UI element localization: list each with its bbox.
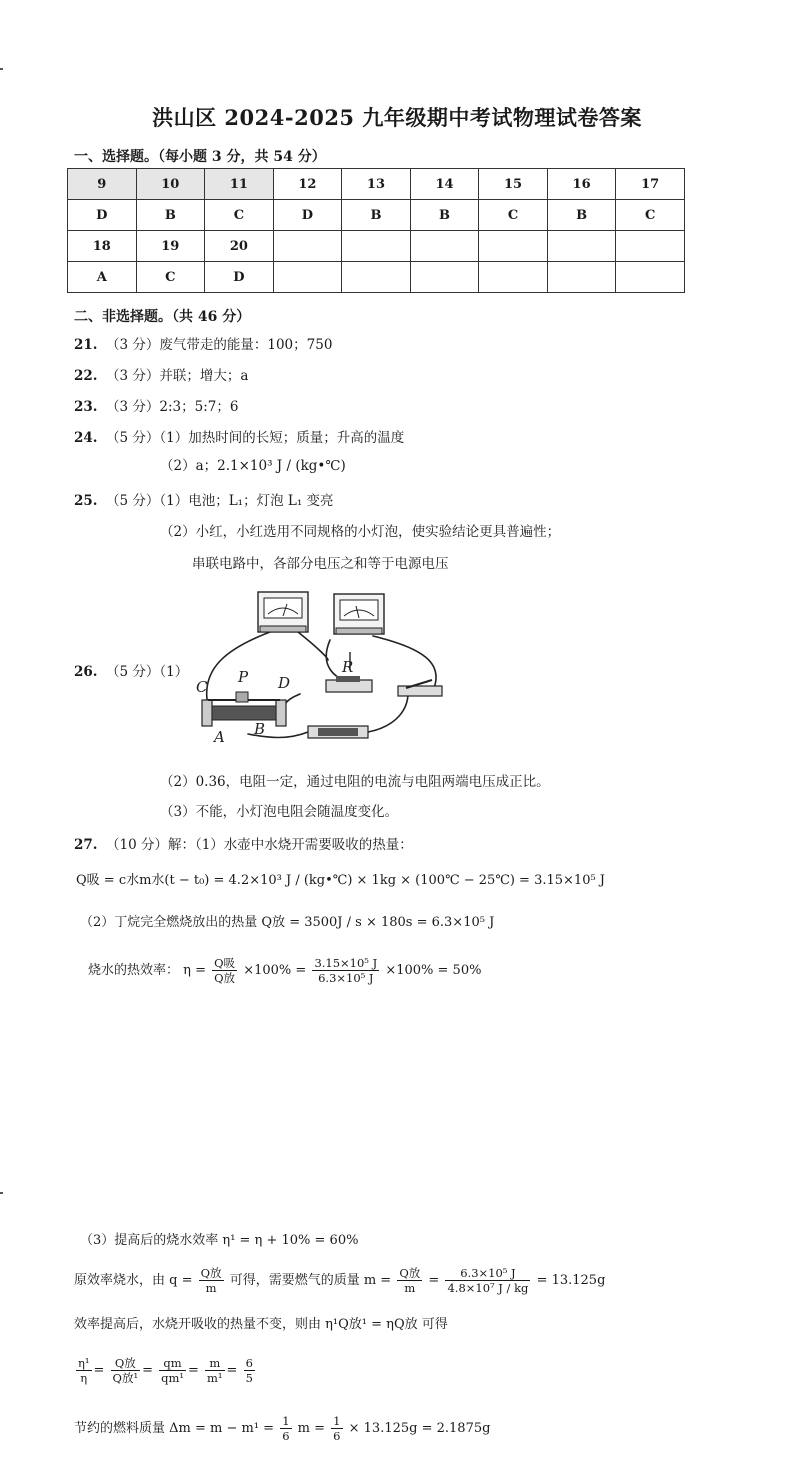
denominator: m¹ <box>207 1371 223 1385</box>
question-number-cell <box>273 231 342 262</box>
numerator: Q放 <box>200 1266 222 1280</box>
efficiency-mid: ×100% = <box>243 963 307 978</box>
answer-cell: D <box>273 200 342 231</box>
numerator: Q吸 <box>214 956 236 970</box>
question-number: 24. <box>74 430 98 446</box>
answer-cell <box>273 262 342 293</box>
denominator: 4.8×10⁷ J / kg <box>447 1281 529 1295</box>
answer-cell: C <box>205 200 274 231</box>
equation-fuel-mass <box>74 1266 605 1295</box>
answer-cell <box>479 262 548 293</box>
question-number-cell <box>479 231 548 262</box>
answer-text: （3 分）废气带走的能量：100；750 <box>106 337 333 353</box>
equation-improved-efficiency: （3）提高后的烧水效率 η¹ = η + 10% = 60% <box>80 1233 359 1248</box>
answer-text: （5 分）（1）电池；L₁；灯泡 L₁ 变亮 <box>106 493 334 509</box>
question-26-part-3: （3）不能，小灯泡电阻会随温度变化。 <box>160 804 399 820</box>
question-number: 25. <box>74 493 98 509</box>
slider-label-p: P <box>238 668 249 686</box>
numerator: Q放 <box>399 1266 421 1280</box>
answer-cell: B <box>547 200 616 231</box>
numerator: 6 <box>245 1356 253 1370</box>
answer-cell: C <box>616 200 685 231</box>
answer-cell <box>547 262 616 293</box>
battery-pack <box>308 726 368 738</box>
page-title: 洪山区 2024-2025 九年级期中考试物理试卷答案 <box>152 105 642 130</box>
question-26-part-2: （2）0.36，电阻一定，通过电阻的电流与电阻两端电压成正比。 <box>160 774 550 790</box>
denominator: m <box>404 1281 416 1295</box>
denominator: 6 <box>333 1429 341 1443</box>
numerator: η¹ <box>78 1356 90 1370</box>
answer-cell: C <box>479 200 548 231</box>
question-22 <box>74 367 248 385</box>
fraction <box>205 1356 225 1385</box>
section-multiple-choice-heading: 一、选择题。（每小题 3 分，共 54 分） <box>74 149 326 165</box>
ammeter-left <box>258 592 308 632</box>
scan-mark <box>0 68 3 70</box>
numerator: 3.15×10⁵ J <box>314 956 378 970</box>
answer-row <box>68 200 685 231</box>
sliding-rheostat <box>202 692 286 726</box>
question-number: 22. <box>74 368 98 384</box>
question-number-row <box>68 231 685 262</box>
denominator: qm¹ <box>161 1371 184 1385</box>
fraction <box>312 956 379 985</box>
fraction <box>397 1266 422 1295</box>
fraction <box>76 1356 92 1385</box>
wire <box>298 632 328 660</box>
numerator: m <box>205 1356 225 1371</box>
question-number-cell: 10 <box>136 169 205 200</box>
question-number: 26. <box>74 664 98 680</box>
fraction <box>280 1414 291 1443</box>
question-26 <box>74 663 188 681</box>
section-free-response-heading: 二、非选择题。（共 46 分） <box>74 309 251 325</box>
voltmeter-right <box>334 594 384 634</box>
question-25 <box>74 492 334 510</box>
efficiency-result: ×100% = 50% <box>385 963 482 978</box>
question-number-cell: 16 <box>547 169 616 200</box>
question-24 <box>74 429 404 447</box>
fraction <box>445 1266 530 1295</box>
denominator: η <box>80 1371 88 1385</box>
answer-text: （3 分）2:3；5:7；6 <box>106 399 239 415</box>
fraction <box>111 1356 141 1385</box>
denominator: m <box>205 1281 217 1295</box>
fuel-mass-result: = 13.125g <box>536 1273 606 1288</box>
fuel-saved-pre: 节约的燃料质量 Δm = m − m¹ = <box>74 1421 275 1436</box>
numerator: 1 <box>333 1414 341 1428</box>
question-number-cell: 18 <box>68 231 137 262</box>
efficiency-label: 烧水的热效率： <box>88 963 180 978</box>
fuel-saved-mid: m = <box>297 1421 326 1436</box>
circuit-diagram <box>188 588 448 748</box>
question-number-cell: 17 <box>616 169 685 200</box>
answer-cell <box>342 262 411 293</box>
answer-row <box>68 262 685 293</box>
equation-ratio: $\frac{\text{η¹}}{\eta}$ = $\frac{\text{Q放}}{\text{Q放¹}}$ = $\frac{qm}{\text{qm¹}}$ = $\frac{m}{\text{m¹}}$ = $\frac{6}{5}$ <box>78 1356 253 1385</box>
question-number: 21. <box>74 337 98 353</box>
equation-heat-released: （2）丁烷完全燃烧放出的热量 Q放 = 3500J / s × 180s = 6.3×10⁵ J <box>80 915 495 930</box>
wire <box>373 636 436 688</box>
terminal-label-c: C <box>196 678 208 696</box>
answer-cell: D <box>68 200 137 231</box>
resistor-label-r: R <box>342 658 354 676</box>
equation-fuel-saved <box>74 1414 490 1443</box>
answer-cell: B <box>410 200 479 231</box>
numerator: Q放 <box>111 1356 141 1371</box>
question-number: 23. <box>74 399 98 415</box>
question-23 <box>74 398 238 416</box>
answer-cell: D <box>205 262 274 293</box>
fuel-mass-mid: 可得，需要燃气的质量 m = <box>229 1273 392 1288</box>
question-number-cell <box>616 231 685 262</box>
denominator: Q放¹ <box>112 1371 139 1385</box>
equals-sign: = <box>428 1273 440 1288</box>
question-21 <box>74 336 332 354</box>
denominator: 5 <box>245 1371 253 1385</box>
question-27 <box>74 836 413 854</box>
question-number-cell <box>410 231 479 262</box>
fraction <box>199 1266 224 1295</box>
answer-text: （10 分）解：（1）水壶中水烧开需要吸收的热量： <box>106 837 413 853</box>
question-number-cell <box>342 231 411 262</box>
equation-heat-absorbed: Q吸 = c水m水(t − t₀) = 4.2×10³ J / (kg•℃) × 1kg × (100℃ − 25℃) = 3.15×10⁵ J <box>76 873 606 888</box>
question-25-conclusion: 串联电路中，各部分电压之和等于电源电压 <box>192 556 449 572</box>
fraction <box>244 1356 255 1385</box>
question-number-cell: 14 <box>410 169 479 200</box>
numerator: 6.3×10⁵ J <box>445 1266 530 1281</box>
question-number-row <box>68 169 685 200</box>
question-24-part-2: （2）a；2.1×10³ J / (kg•℃) <box>160 458 346 474</box>
denominator: Q放 <box>214 971 236 985</box>
equation-efficiency <box>88 956 481 985</box>
fuel-mass-pre: 原效率烧水，由 q = <box>74 1273 193 1288</box>
question-number-cell <box>547 231 616 262</box>
answer-cell: B <box>136 200 205 231</box>
denominator: 6.3×10⁵ J <box>318 971 374 985</box>
answer-text: （3 分）并联；增大；a <box>106 368 249 384</box>
answer-cell: C <box>136 262 205 293</box>
terminal-label-a: A <box>214 728 225 746</box>
question-number-cell: 13 <box>342 169 411 200</box>
answer-cell <box>410 262 479 293</box>
terminal-label-d: D <box>278 674 291 692</box>
question-number-cell: 12 <box>273 169 342 200</box>
efficiency-lhs: η = <box>183 963 206 978</box>
answer-text: （5 分）（1）加热时间的长短；质量；升高的温度 <box>106 430 405 446</box>
question-number-cell: 20 <box>205 231 274 262</box>
answer-table <box>67 168 685 293</box>
numerator: 1 <box>282 1414 290 1428</box>
answer-cell <box>616 262 685 293</box>
terminal-label-b: B <box>254 720 266 738</box>
answer-label: （5 分）（1） <box>106 664 189 680</box>
question-number: 27. <box>74 837 98 853</box>
numerator: qm <box>159 1356 186 1371</box>
equation-heat-unchanged: 效率提高后，水烧开吸收的热量不变，则由 η¹Q放¹ = ηQ放 可得 <box>74 1317 448 1332</box>
question-25-part-2: （2）小红，小红选用不同规格的小灯泡，使实验结论更具普遍性； <box>160 524 561 540</box>
fuel-saved-result: × 13.125g = 2.1875g <box>348 1421 491 1436</box>
question-number-cell: 9 <box>68 169 137 200</box>
answer-cell: A <box>68 262 137 293</box>
fraction <box>159 1356 186 1385</box>
answer-cell: B <box>342 200 411 231</box>
wire <box>368 693 408 732</box>
fraction <box>212 956 237 985</box>
fraction <box>331 1414 342 1443</box>
denominator: 6 <box>282 1429 290 1443</box>
question-number-cell: 19 <box>136 231 205 262</box>
scan-mark <box>0 1192 3 1194</box>
question-number-cell: 15 <box>479 169 548 200</box>
question-number-cell: 11 <box>205 169 274 200</box>
